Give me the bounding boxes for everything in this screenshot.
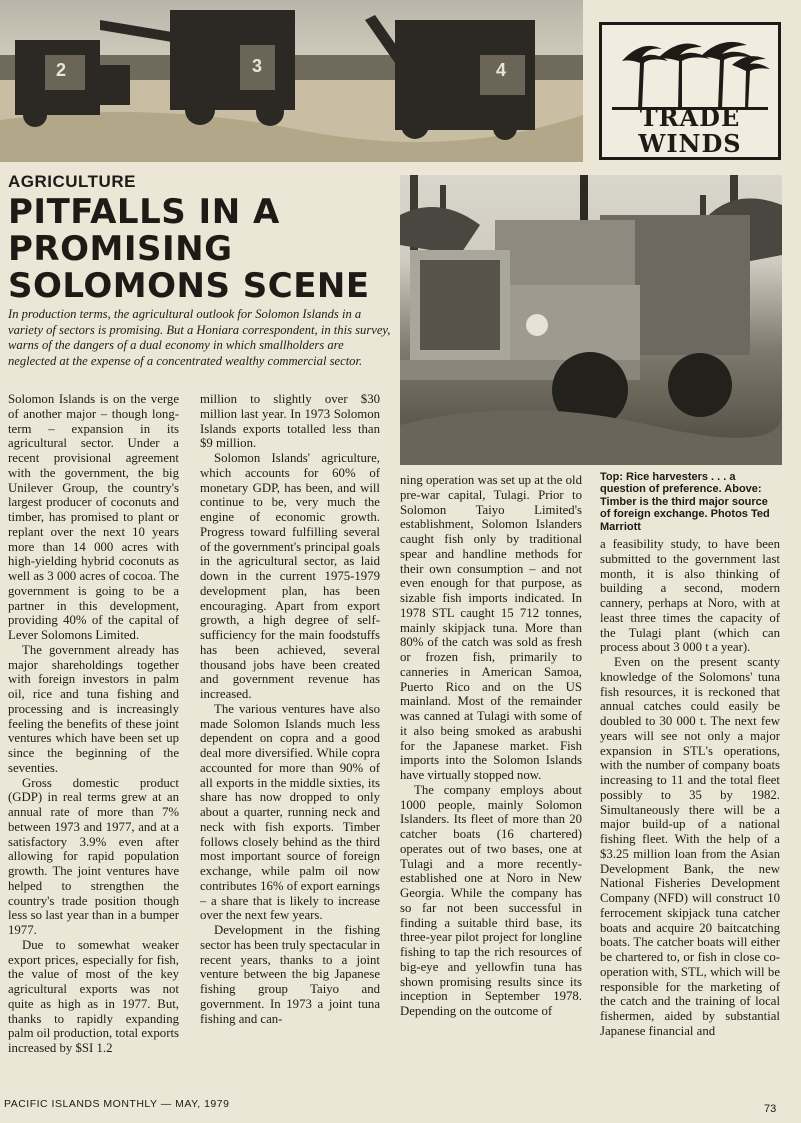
paragraph: a feasibility study, to have been submitted to the government last month, it is also thinking of building a second, modern cannery, perhaps at Noro, with at least three times the capacity of the Tulagi plant (which can process about 3 000 t a year). xyxy=(600,537,780,655)
headline-line: SOLOMONS SCENE xyxy=(8,266,370,306)
paragraph: Gross domestic product (GDP) in real terms grew at an annual rate of more than 7% between 1973 and 1977, and at a satisfactory 3.9% even after allowing for rapid population growth. The joint ventures have helped to strengthen the country's trade position though less so last year than in a bumper 1977. xyxy=(8,775,179,937)
page-number: 73 xyxy=(764,1103,777,1115)
paragraph: Even on the present scanty knowledge of the Solomons' tuna fish resources, it is reckoned that annual catches could easily be doubled to 30 000 t. The next few years will see not only a major expansion in STL's operations, with the number of company boats increasing to 11 and the total fleet possibly to 35 by 1982. Simultaneously there will be a major build-up of a national fishing fleet. With the help of a $3.25 million loan from the Asian Development Bank, the new National Fisheries Development Company (NFD) will construct 10 ferrocement skipjack tuna catcher boats and acquire 20 baitcatching boats. The catcher boats will either be chartered to, or fish in close co-operation with, STL, which will be responsible for the marketing of the catch and the training of local fishermen, aided by substantial Japanese financial and xyxy=(600,655,780,1038)
paragraph: Due to somewhat weaker export prices, especially for fish, the value of most of the key agricultural exports was not quite as high as in 1977. But, thanks to rapidly expanding palm oil production, total exports increased by $SI 1.2 xyxy=(8,937,179,1055)
paragraph: The various ventures have also made Solomon Islands much less dependent on copra and a good deal more diversified. While copra accounted for more than 90% of all exports in the middle sixties, its share has now dropped to only about a quarter, running neck and neck with fish exports. Timber follows closely behind as the third most important source of foreign exchange, while palm oil now contributes 16% of export earnings – a share that is likely to increase over the next few years. xyxy=(200,701,380,923)
harvester-number: 3 xyxy=(252,56,263,76)
paragraph: million to slightly over $30 million last year. In 1973 Solomon Islands exports totalled less than $9 million. xyxy=(200,392,380,451)
paragraph: Solomon Islands' agriculture, which accounts for 60% of monetary GDP, has been, and will continue to be, very much the engine of economic growth. Progress toward fulfilling several of the government's principal goals in the agricultural sector, as laid down in the current 1975-1979 development plan, has been encouraging. Apart from export growth, a high degree of self-sufficiency for the main foodstuffs has been achieved, several thousand jobs have been created and government revenue has increased. xyxy=(200,451,380,701)
article-headline xyxy=(8,194,370,305)
magazine-footer: PACIFIC ISLANDS MONTHLY — MAY, 1979 xyxy=(4,1098,230,1110)
rice-harvesters-illustration xyxy=(0,0,583,162)
trade-winds-logo xyxy=(599,22,781,160)
section-kicker: AGRICULTURE xyxy=(8,172,136,191)
article-column-3 xyxy=(400,473,582,1019)
article-column-2 xyxy=(200,392,380,1026)
paragraph: The company employs about 1000 people, mainly Solomon Islanders. Its fleet of more than 20 catcher boats (16 chartered) operates out of two bases, one at Tulagi and a more recently-established one at Noro in New Georgia. While the company has so far not been successful in finding a suitable third base, its three-year pilot project for longline fishing to tap the rich resources of big-eye and yellowfin tuna has shown promising results since its inception in September 1978. Depending on the outcome of xyxy=(400,782,582,1018)
harvester-number: 2 xyxy=(56,60,67,80)
palm-trees-icon xyxy=(602,31,778,111)
article-column-1 xyxy=(8,392,179,1056)
timber-truck-illustration xyxy=(400,175,782,465)
paragraph: Development in the fishing sector has been truly spectacular in recent years, thanks to a joint venture between the big Japanese fishing group Taiyo and government. In 1973 a joint tuna fishing and can- xyxy=(200,923,380,1026)
logo-word-trade: TRADE xyxy=(639,103,741,132)
article-standfirst: In production terms, the agricultural outlook for Solomon Islands in a variety of sectors is promising. But a Honiara correspondent, in this survey, warns of the dangers of a dual economy in which smallholders are neglected at the expense of a concentrated wealthy commercial sector. xyxy=(8,307,391,368)
photo-caption: Top: Rice harvesters . . . a question of preference. Above: Timber is the third major source of foreign exchange. Photos Ted Marriott xyxy=(600,471,770,533)
paragraph: The government already has major shareholdings together with foreign investors in palm oil, rice and tuna fishing and processing and is increasingly feeling the benefits of these joint ventures which have been set up since the beginning of the seventies. xyxy=(8,642,179,775)
paragraph: Solomon Islands is on the verge of another major – though long-term – expansion in its agricultural sector. Under a recent provisional agreement with the government, the big Unilever Group, the country's largest producer of coconuts and timber, has promised to plant or replant over the next 10 years more than 14 000 acres with high-yielding hybrid coconuts as well as 3 000 acres of cocoa. The government is going to be a partner in this development, providing 40% of the capital of Lever Solomons Limited. xyxy=(8,392,179,642)
harvester-number: 4 xyxy=(496,60,507,80)
paragraph: ning operation was set up at the old pre-war capital, Tulagi. Prior to Solomon Taiyo Limited's establishment, Solomon Islanders caught fish only by traditional spear and handline methods for their own consumption – and not even enough for that purpose, as sizable fish imports indicated. In 1978 STL caught 15 712 tonnes, mainly skipjack tuna. More than 80% of the catch was sold as fresh or frozen fish, primarily to canneries in American Samoa, Puerto Rico and on the US mainland. Most of the remainder was canned at Tulagi with some of it also being smoked as arabushi for the Japanese market. Fish imports into the Solomon Islands have virtually stopped now. xyxy=(400,473,582,782)
article-column-4 xyxy=(600,537,780,1039)
headline-line: PROMISING xyxy=(8,229,233,269)
logo-word-winds: WINDS xyxy=(638,129,742,158)
rice-harvesters-photo xyxy=(0,0,583,162)
headline-line: PITFALLS IN A xyxy=(8,192,280,232)
timber-truck-photo xyxy=(400,175,782,465)
